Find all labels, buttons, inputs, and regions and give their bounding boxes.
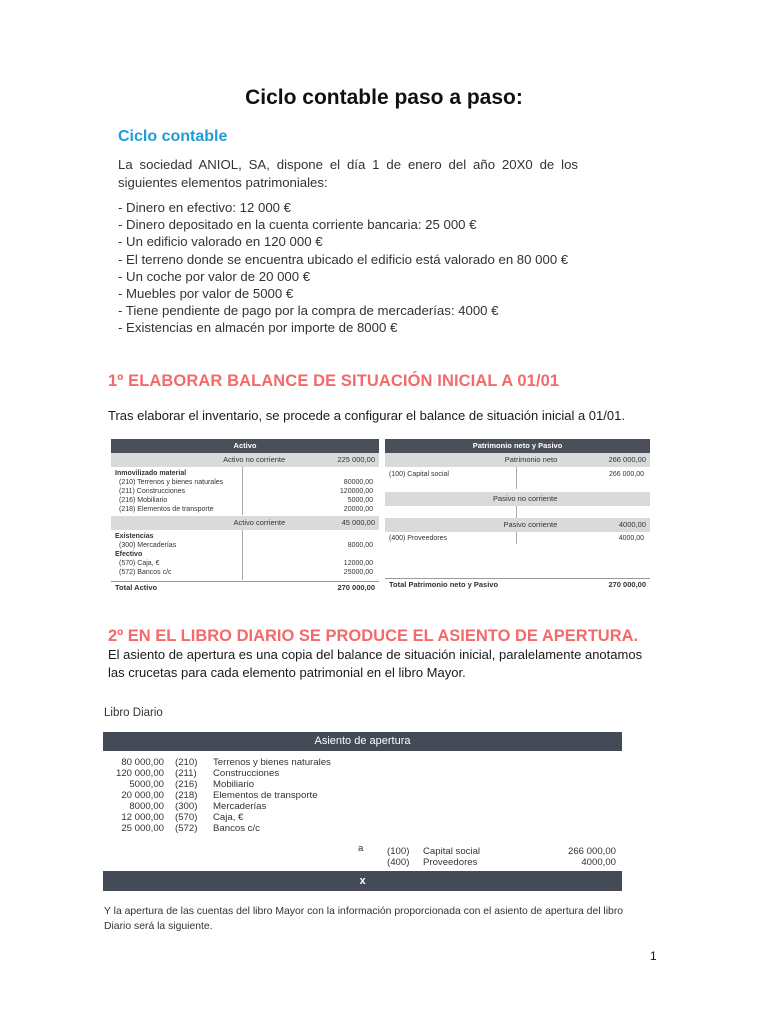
- balance-row: [111, 487, 379, 496]
- row-value: 4000,00: [618, 535, 644, 542]
- asiento-header: Asiento de apertura: [103, 732, 622, 751]
- intro-item: - El terreno donde se encuentra ubicado el edificio está valorado en 80 000 €: [118, 251, 569, 267]
- balance-row: [111, 469, 379, 478]
- intro-item: - Existencias en almacén por importe de 8000 €: [118, 320, 398, 336]
- debit-name: Elementos de transporte: [213, 790, 318, 801]
- step2-text: El asiento de apertura es una copia del balance de situación inicial, paralelamente anotamos las crucetas para cada elemento patrimonial en el libro Mayor.: [108, 647, 643, 680]
- asiento-footer: x: [103, 871, 622, 891]
- debit-name: Terrenos y bienes naturales: [213, 757, 331, 768]
- libro-diario-label: Libro Diario: [104, 707, 163, 719]
- pnc-label: Pasivo no corriente: [493, 494, 558, 503]
- page-number: 1: [650, 949, 657, 963]
- credit-amount: 4000,00: [581, 857, 616, 868]
- step2-paragraph: [108, 627, 653, 682]
- pn-value: 266 000,00: [608, 455, 646, 464]
- debit-account: (570): [175, 812, 198, 823]
- row-value: 20000,00: [343, 506, 373, 513]
- activo-no-corriente-row: [111, 453, 379, 467]
- row-label: Inmovilizado material: [115, 470, 187, 477]
- debit-amount: 5000,00: [129, 779, 164, 790]
- balance-row: [111, 568, 379, 577]
- row-label: (300) Mercaderías: [119, 542, 177, 549]
- intro-item: - Dinero depositado en la cuenta corriente bancaria: 25 000 €: [118, 217, 477, 233]
- row-label: (572) Bancos c/c: [119, 569, 172, 576]
- credit-account: (400): [387, 857, 410, 868]
- debit-name: Construcciones: [213, 768, 280, 779]
- balance-row: [385, 534, 650, 543]
- credit-name: Capital social: [423, 846, 481, 857]
- intro-item: - Tiene pendiente de pago por la compra de mercaderías: 4000 €: [118, 303, 499, 319]
- total-activo-row: [111, 581, 379, 594]
- patrimonio-neto-row: [385, 453, 650, 467]
- intro-heading: Ciclo contable: [118, 128, 228, 145]
- balance-row: [111, 550, 379, 559]
- pasivo-no-corriente-row: [385, 492, 650, 506]
- intro-item: - Un edificio valorado en 120 000 €: [118, 234, 323, 250]
- intro-block: [118, 128, 578, 337]
- row-value: 266 000,00: [608, 471, 644, 478]
- activo-corriente-row: [111, 516, 379, 530]
- debit-account: (216): [175, 779, 198, 790]
- row-label: (218) Elementos de transporte: [119, 506, 214, 513]
- ac-body: [111, 530, 379, 581]
- row-label: Efectivo: [115, 551, 143, 558]
- debit-amount: 20 000,00: [121, 790, 164, 801]
- credit-amount: 266 000,00: [567, 846, 616, 857]
- balance-row: [385, 470, 650, 479]
- step1-heading: 1º ELABORAR BALANCE DE SITUACIÓN INICIAL A 01/01: [108, 372, 560, 390]
- page-title: Ciclo contable paso a paso:: [245, 86, 523, 109]
- row-label: (570) Caja, €: [119, 560, 160, 567]
- anc-value: 225 000,00: [337, 455, 375, 464]
- anc-label: Activo no corriente: [223, 455, 286, 464]
- ac-value: 45 000,00: [341, 518, 375, 527]
- intro-paragraph: La sociedad ANIOL, SA, dispone el día 1 de enero del año 20X0 de los siguientes elementos patrimoniales:: [118, 157, 578, 190]
- credit-name: Proveedores: [423, 857, 478, 868]
- intro-item: - Muebles por valor de 5000 €: [118, 286, 294, 302]
- closing-text: Y la apertura de las cuentas del libro Mayor con la información proporcionada con el asiento de apertura del libro Diario será la siguiente.: [104, 906, 624, 932]
- debit-account: (211): [175, 768, 197, 779]
- row-value: 5000,00: [347, 497, 373, 504]
- debit-name: Mercaderías: [213, 801, 267, 812]
- pc-label: Pasivo corriente: [503, 520, 558, 529]
- debit-name: Mobiliario: [213, 779, 255, 790]
- debit-account: (210): [175, 757, 198, 768]
- debit-amount: 120 000,00: [115, 768, 164, 779]
- credit-account: (100): [387, 846, 410, 857]
- intro-item: - Un coche por valor de 20 000 €: [118, 268, 311, 284]
- total-label: Total Patrimonio neto y Pasivo: [389, 580, 499, 589]
- activo-header: Activo: [111, 439, 379, 453]
- pasivo-corriente-row: [385, 518, 650, 532]
- total-value: 270 000,00: [337, 583, 375, 592]
- row-value: 8000,00: [347, 542, 373, 549]
- total-pasivo-row: [385, 578, 650, 591]
- debit-account: (572): [175, 823, 198, 834]
- pn-body: [385, 467, 650, 492]
- balance-row: [111, 559, 379, 568]
- debit-amount: 8000,00: [129, 801, 164, 812]
- row-label: Existencias: [115, 533, 154, 540]
- balance-row: [111, 505, 379, 514]
- balance-pasivo: [385, 439, 650, 591]
- balance-row: [111, 496, 379, 505]
- debit-amount: 25 000,00: [121, 823, 164, 834]
- step2-heading: 2º EN EL LIBRO DIARIO SE PRODUCE EL ASIENTO DE APERTURA.: [108, 627, 639, 645]
- row-label: (210) Terrenos y bienes naturales: [119, 479, 224, 486]
- a-separator: a: [358, 843, 364, 854]
- row-label: (216) Mobiliario: [119, 497, 168, 504]
- step1-text: Tras elaborar el inventario, se procede a configurar el balance de situación inicial a 01/01.: [108, 408, 625, 423]
- total-value: 270 000,00: [608, 580, 646, 589]
- intro-item: - Dinero en efectivo: 12 000 €: [118, 200, 292, 215]
- balance-row: [111, 541, 379, 550]
- debit-amount: 12 000,00: [121, 812, 164, 823]
- row-value: 12000,00: [343, 560, 373, 567]
- debit-name: Bancos c/c: [213, 823, 260, 834]
- pn-label: Patrimonio neto: [504, 455, 558, 464]
- pnc-body: [385, 506, 650, 518]
- balance-activo: [111, 439, 379, 594]
- balance-row: [111, 478, 379, 487]
- debit-amount: 80 000,00: [121, 757, 164, 768]
- row-value: 120000,00: [339, 488, 373, 495]
- debit-name: Caja, €: [213, 812, 244, 823]
- ac-label: Activo corriente: [233, 518, 286, 527]
- total-label: Total Activo: [115, 583, 158, 592]
- pasivo-header: Patrimonio neto y Pasivo: [385, 439, 650, 453]
- pc-body: [385, 532, 650, 578]
- column-divider: [516, 506, 517, 518]
- anc-body: [111, 467, 379, 516]
- pc-value: 4000,00: [618, 520, 646, 529]
- row-label: (211) Construcciones: [119, 488, 186, 495]
- row-value: 25000,00: [343, 569, 373, 576]
- row-label: (100) Capital social: [389, 471, 449, 478]
- row-label: (400) Proveedores: [389, 535, 447, 542]
- debit-account: (218): [175, 790, 198, 801]
- debit-account: (300): [175, 801, 198, 812]
- balance-row: [111, 532, 379, 541]
- row-value: 80000,00: [343, 479, 373, 486]
